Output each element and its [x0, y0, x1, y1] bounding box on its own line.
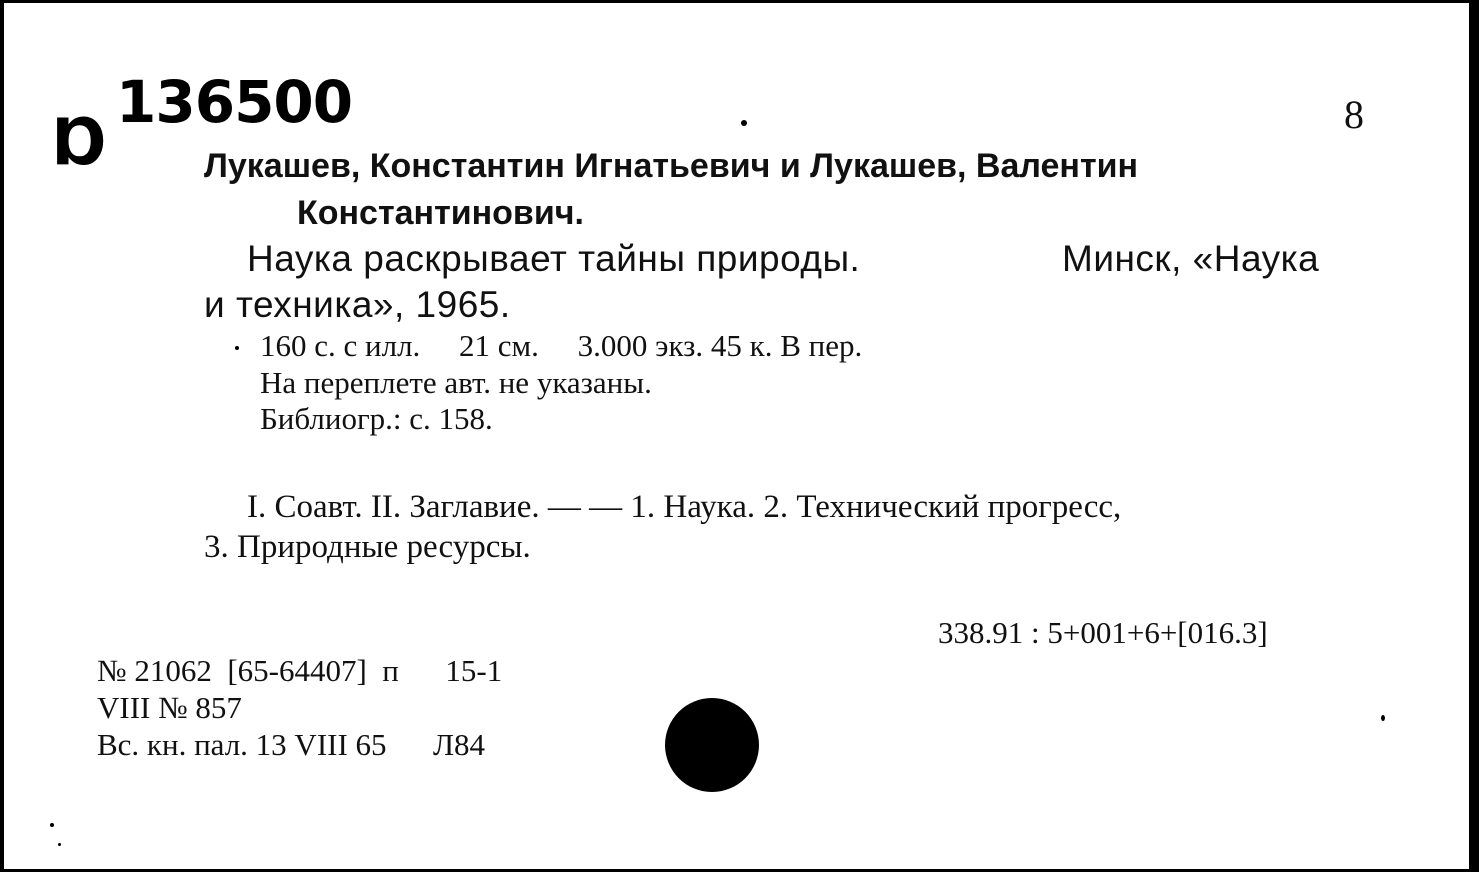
accession-number: 136500: [116, 68, 353, 136]
ink-dot: [235, 346, 239, 350]
ink-dot: [1381, 715, 1385, 721]
authors-line-1: Лукашев, Константин Игнатьевич и Лукашев, Валентин: [204, 147, 1139, 185]
note-authors: На переплете авт. не указаны.: [260, 365, 652, 400]
imprint-publisher-year: и техника», 1965.: [204, 284, 511, 325]
authors-line-2: Константинович.: [297, 194, 584, 232]
tracings-line-2: 3. Природные ресурсы.: [204, 529, 531, 565]
title-statement: Наука раскрывает тайны природы.: [247, 238, 861, 279]
card-number: 8: [1344, 92, 1364, 137]
volume-number: VIII № 857: [97, 690, 242, 725]
ink-dot: [58, 843, 61, 846]
handwritten-letter: Ɒ: [54, 106, 109, 180]
ink-dot: [50, 823, 54, 827]
book-chamber-line: Вс. кн. пал. 13 VIII 65 Л84: [97, 727, 486, 762]
tracings-line-1: I. Соавт. II. Заглавие. — — 1. Наука. 2. Технический прогресс,: [247, 489, 1122, 525]
physical-description: 160 с. с илл. 21 см. 3.000 экз. 45 к. В пер.: [260, 328, 863, 363]
ink-dot: [741, 120, 747, 126]
register-number: № 21062 [65-64407] п 15-1: [97, 653, 503, 688]
imprint-place: Минск, «Наука: [1062, 238, 1320, 279]
classification-index: 338.91 : 5+001+6+[016.3]: [938, 615, 1268, 650]
note-bibliography: Библиогр.: с. 158.: [260, 401, 493, 436]
punch-hole-stamp: [665, 698, 759, 792]
